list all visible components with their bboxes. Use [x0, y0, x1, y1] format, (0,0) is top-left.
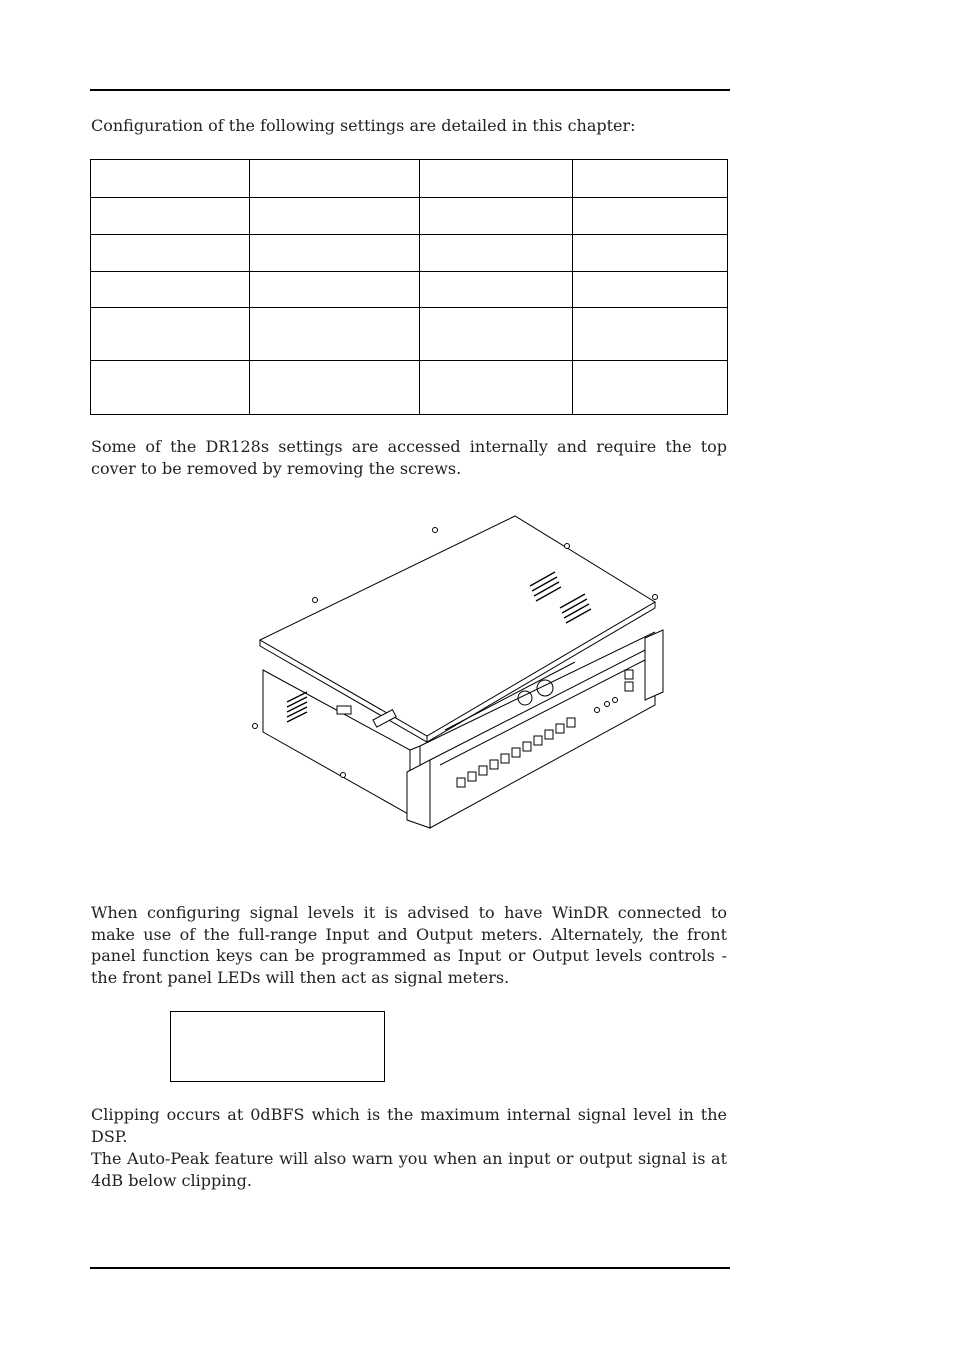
table-cell [91, 198, 250, 235]
table-row [91, 160, 728, 198]
table-cell [249, 160, 420, 198]
footer-rule [90, 1267, 730, 1269]
table-cell [420, 160, 573, 198]
header-rule [90, 89, 730, 91]
note-box [170, 1011, 385, 1082]
table-cell [91, 361, 250, 415]
table-cell [420, 361, 573, 415]
cover-paragraph: Some of the DR128s settings are accessed internally and require the top cover to be removed by removing the screws. [91, 437, 727, 478]
table-cell [420, 198, 573, 235]
table-row [91, 235, 728, 272]
table-cell [573, 272, 728, 308]
table-cell [91, 272, 250, 308]
table-cell [573, 198, 728, 235]
table-cell [91, 235, 250, 272]
settings-table [90, 159, 728, 415]
table-cell [91, 308, 250, 361]
auto-peak-paragraph: The Auto-Peak feature will also warn you when an input or output signal is at 4dB below clipping. [91, 1149, 727, 1190]
table-cell [420, 308, 573, 361]
table-row [91, 272, 728, 308]
table-cell [573, 235, 728, 272]
table-cell [249, 235, 420, 272]
table-row [91, 361, 728, 415]
table-row [91, 198, 728, 235]
table-row [91, 308, 728, 361]
table-cell [249, 198, 420, 235]
intro-paragraph: Configuration of the following settings are detailed in this chapter: [91, 116, 636, 135]
table-cell [573, 160, 728, 198]
table-cell [249, 361, 420, 415]
table-cell [573, 361, 728, 415]
clipping-paragraph: Clipping occurs at 0dBFS which is the maximum internal signal level in the DSP. [91, 1105, 727, 1146]
table-cell [420, 272, 573, 308]
table-cell [573, 308, 728, 361]
device-cover-illustration [245, 510, 675, 840]
table-cell [420, 235, 573, 272]
table-cell [249, 308, 420, 361]
table-cell [249, 272, 420, 308]
table-cell [91, 160, 250, 198]
signal-levels-paragraph: When configuring signal levels it is advised to have WinDR connected to make use of the full-range Input and Output meters. Alternately, the front panel function keys can be programmed as Input or Output levels controls - the front panel LEDs will then act as signal meters. [91, 903, 727, 987]
